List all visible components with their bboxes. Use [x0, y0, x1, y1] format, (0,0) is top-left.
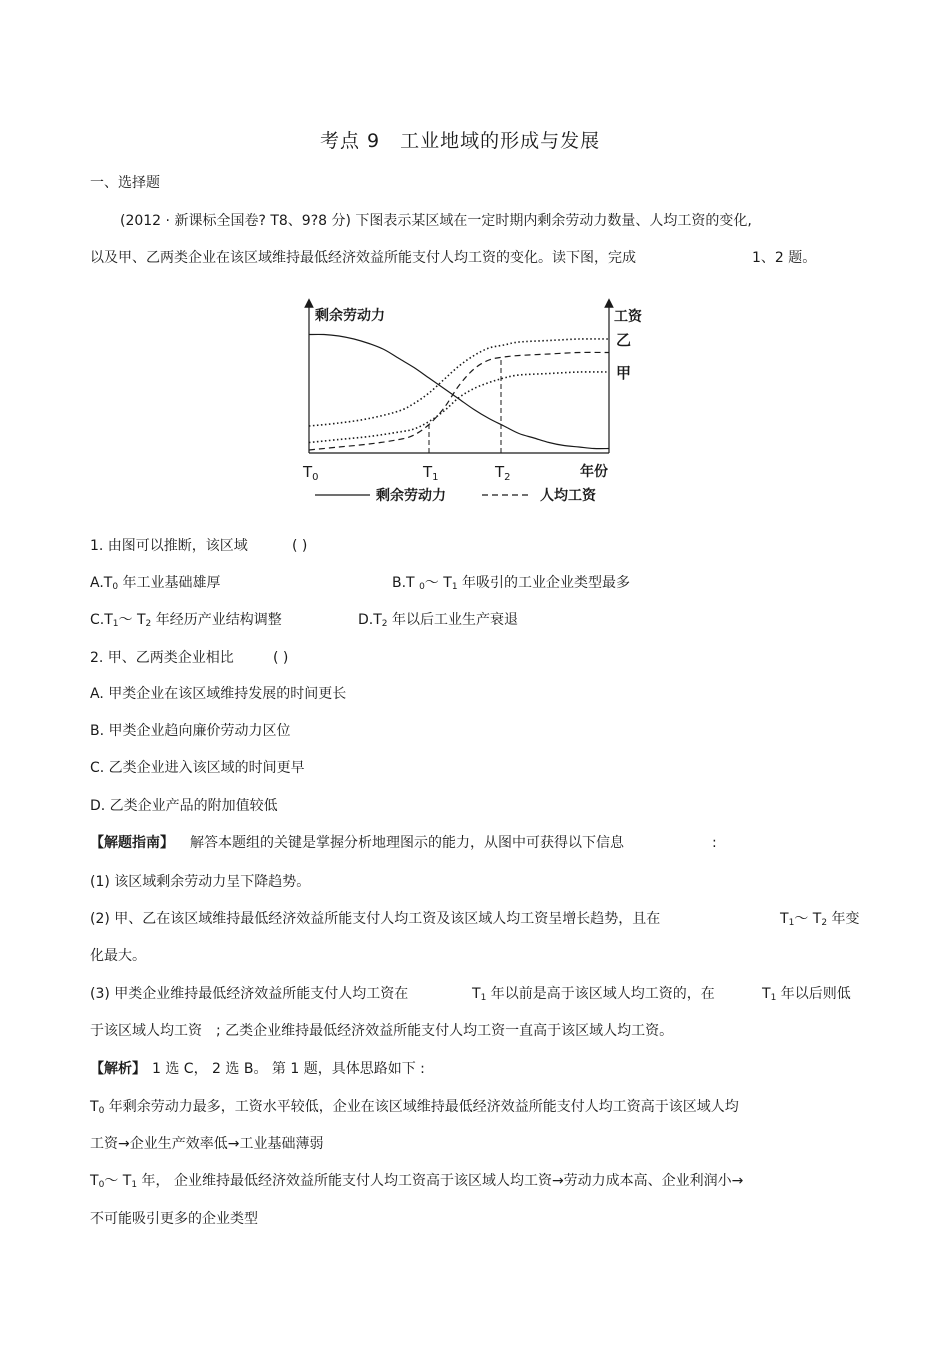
- analysis-line-2: 工资→企业生产效率低→工业基础薄弱: [90, 1136, 324, 1152]
- guide-point-3: (3) 甲类企业维持最低经济效益所能支付人均工资在: [90, 986, 409, 1002]
- guide-point-3-end: $T_1$ 年以后则低: [762, 986, 851, 1003]
- guide-point-2: (2) 甲、乙在该区域维持最低经济效益所能支付人均工资及该区域人均工资呈增长趋势，且在: [90, 911, 661, 927]
- y-label-right: 工资: [614, 309, 642, 325]
- guide-point-2-end: $T_1\sim$ $T_2$ 年变: [780, 911, 860, 928]
- guide-colon: :: [712, 835, 717, 851]
- series-lines: [309, 334, 609, 450]
- guide-point-2-cont: 化最大。: [90, 948, 146, 964]
- x-tick-T0: $T_0$: [303, 463, 319, 483]
- legend: [315, 487, 597, 504]
- q2-option-d[interactable]: D. 乙类企业产品的附加值较低: [90, 798, 278, 814]
- analysis-text: 1 选 C， 2 选 B。 第 1 题，具体思路如下 :: [152, 1061, 425, 1077]
- q2-answer-paren[interactable]: ( ): [273, 650, 289, 666]
- q2-option-c[interactable]: C. 乙类企业进入该区域的时间更早: [90, 760, 305, 776]
- section-heading: 一、选择题: [90, 175, 160, 191]
- q1-option-d[interactable]: $D.T_2$ 年以后工业生产衰退: [358, 612, 518, 629]
- x-tick-T2: $T_2$: [495, 463, 511, 483]
- intro-line-2: 以及甲、乙两类企业在该区域维持最低经济效益所能支付人均工资的变化。读下图，完成: [90, 250, 636, 266]
- intro-line-2-end: 1、2 题。: [752, 250, 817, 266]
- x-tick-T1: $T_1$: [423, 463, 439, 483]
- guide-point-3-cont: 于该区域人均工资 ; 乙类企业维持最低经济效益所能支付人均工资一直高于该区域人均工资。: [90, 1023, 674, 1039]
- series-label-3: 乙: [616, 331, 632, 349]
- y-label-left: 剩余劳动力: [315, 308, 385, 324]
- intro-line-1: (2012 · 新课标全国卷? T8、9?8 分) 下图表示某区域在一定时期内剩余劳动力数量、人均工资的变化,: [120, 213, 752, 229]
- series-labels: [616, 331, 631, 382]
- q1-stem: 1. 由图可以推断，该区域: [90, 538, 248, 554]
- analysis-line-4: 不可能吸引更多的企业类型: [90, 1211, 258, 1227]
- q2-stem: 2. 甲、乙两类企业相比: [90, 650, 234, 666]
- guide-heading: 【解题指南】: [90, 835, 174, 851]
- series-label-4: 甲: [616, 364, 632, 382]
- series-line-2: [309, 352, 609, 450]
- x-tick-labels: [302, 358, 511, 483]
- q2-option-b[interactable]: B. 甲类企业趋向廉价劳动力区位: [90, 723, 291, 739]
- guide-text: 解答本题组的关键是掌握分析地理图示的能力，从图中可获得以下信息: [190, 835, 624, 851]
- legend-label-2: 人均工资: [540, 488, 596, 504]
- q1-answer-paren[interactable]: ( ): [292, 538, 308, 554]
- series-line-4: [309, 372, 609, 443]
- analysis-line-1: $T_0$ 年剩余劳动力最多，工资水平较低，企业在该区域维持最低经济效益所能支付人均工资高于该区域人均: [90, 1099, 739, 1116]
- guide-point-3-mid: $T_1$ 年以前是高于该区域人均工资的，在: [472, 986, 715, 1003]
- q1-option-c[interactable]: $C.T_1\sim$ $T_2$ 年经历产业结构调整: [90, 612, 282, 629]
- labor-wage-chart: [295, 295, 642, 510]
- q1-option-b[interactable]: B.T $_0$～ $T_1$ 年吸引的工业企业类型最多: [392, 575, 630, 592]
- q1-option-a[interactable]: $A.T_0$ 年工业基础雄厚: [90, 575, 221, 592]
- guide-point-1: (1) 该区域剩余劳动力呈下降趋势。: [90, 874, 311, 890]
- q2-option-a[interactable]: A. 甲类企业在该区域维持发展的时间更长: [90, 686, 347, 702]
- series-line-1: [309, 334, 609, 448]
- page-title: 考点 9 工业地域的形成与发展: [320, 130, 601, 152]
- legend-label-1: 剩余劳动力: [376, 488, 446, 504]
- series-line-3: [309, 339, 609, 426]
- analysis-line-3: $T_0\sim$ $T_1$ 年， 企业维持最低经济效益所能支付人均工资高于该区域人均工资→劳动力成本高、企业利润小→: [90, 1173, 744, 1190]
- x-label: 年份: [580, 464, 608, 480]
- analysis-heading: 【解析】: [90, 1061, 146, 1077]
